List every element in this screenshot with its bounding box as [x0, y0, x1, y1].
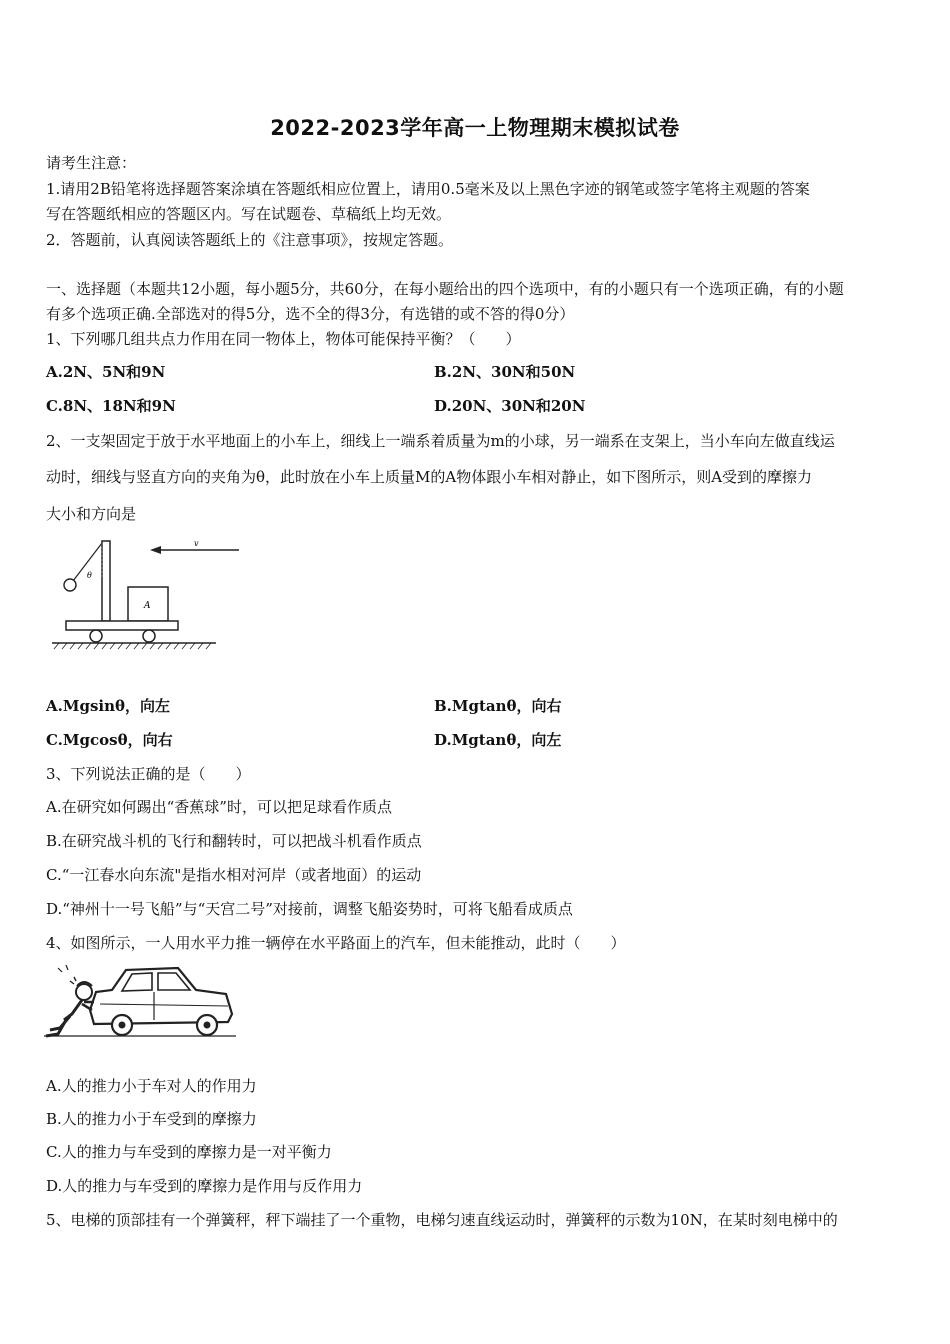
q2-stem-line2: 动时，细线与竖直方向的夹角为θ，此时放在小车上质量M的A物体跟小车相对静止，如下图所示，则A受到的摩擦力	[46, 468, 813, 486]
notice-item-1: 1.请用2B铅笔将选择题答案涂填在答题纸相应位置上，请用0.5毫米及以上黑色字迹的钢笔或签字笔将主观题的答案	[46, 180, 810, 198]
q1-option-b: B.2N、30N和50N	[434, 363, 576, 381]
pendulum-ball	[64, 579, 76, 591]
q3-option-c: C.“一江春水向东流"是指水相对河岸（或者地面）的运动	[46, 866, 422, 884]
theta-label: θ	[87, 571, 92, 580]
q4-option-a: A.人的推力小于车对人的作用力	[46, 1077, 257, 1095]
q1-stem: 1、下列哪几组共点力作用在同一物体上，物体可能保持平衡？（ ）	[46, 330, 521, 348]
notice-item-2: 2．答题前，认真阅读答题纸上的《注意事项》，按规定答题。	[46, 231, 454, 249]
q2-option-a: A.Mgsinθ，向左	[46, 697, 171, 715]
block-label: A	[144, 601, 151, 611]
q3-option-d: D.“神州十一号飞船”与“天宫二号”对接前，调整飞船姿势时，可将飞船看成质点	[46, 900, 573, 918]
q5-stem: 5、电梯的顶部挂有一个弹簧秤，秤下端挂了一个重物，电梯匀速直线运动时，弹簧秤的示数为10N，在某时刻电梯中的	[46, 1211, 838, 1229]
q3-stem: 3、下列说法正确的是（ ）	[46, 765, 251, 783]
q1-option-c: C.8N、18N和9N	[46, 397, 176, 415]
section-instructions-line2: 有多个选项正确.全部选对的得5分，选不全的得3分，有选错的或不答的得0分）	[46, 305, 575, 323]
person-pushing-car-figure	[44, 962, 236, 1044]
notice-heading: 请考生注意：	[46, 154, 137, 172]
q3-option-b: B.在研究战斗机的飞行和翻转时，可以把战斗机看作质点	[46, 832, 422, 850]
q1-option-d: D.20N、30N和20N	[434, 397, 586, 415]
notice-item-1-cont: 写在答题纸相应的答题区内。写在试题卷、草稿纸上均无效。	[46, 205, 452, 223]
q3-option-a: A.在研究如何踢出“香蕉球”时，可以把足球看作质点	[46, 798, 392, 816]
exam-title: 2022-2023学年高一上物理期末模拟试卷	[270, 116, 680, 140]
velocity-label: v	[194, 539, 199, 548]
person-head	[76, 984, 92, 1000]
q4-option-b: B.人的推力小于车受到的摩擦力	[46, 1110, 257, 1128]
cart-wheel-right	[143, 630, 155, 642]
cart-wheel-left	[90, 630, 102, 642]
q4-stem: 4、如图所示，一人用水平力推一辆停在水平路面上的汽车，但未能推动，此时（ ）	[46, 934, 626, 952]
q2-stem-line1: 2、一支架固定于放于水平地面上的小车上，细线上一端系着质量为m的小球，另一端系在支架上，当小车向左做直线运	[46, 432, 835, 450]
q4-option-c: C.人的推力与车受到的摩擦力是一对平衡力	[46, 1143, 332, 1161]
q4-option-d: D.人的推力与车受到的摩擦力是作用与反作用力	[46, 1177, 363, 1195]
q2-option-b: B.Mgtanθ，向右	[434, 697, 562, 715]
q2-stem-line3: 大小和方向是	[46, 505, 137, 523]
section-instructions-line1: 一、选择题（本题共12小题，每小题5分，共60分，在每小题给出的四个选项中，有的小题只有一个选项正确，有的小题	[46, 280, 844, 298]
cart-body	[66, 621, 178, 630]
q2-option-c: C.Mgcosθ，向右	[46, 731, 173, 749]
q2-option-d: D.Mgtanθ，向左	[434, 731, 562, 749]
cart-pendulum-figure	[46, 535, 251, 653]
q1-option-a: A.2N、5N和9N	[46, 363, 166, 381]
